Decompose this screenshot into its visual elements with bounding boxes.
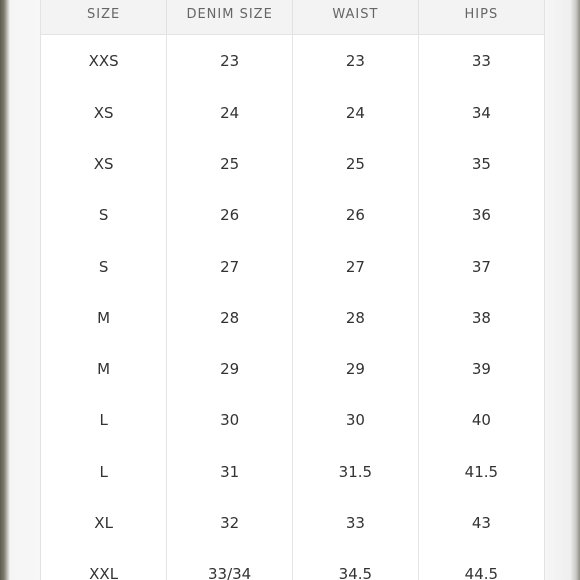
table-row (41, 446, 544, 497)
cell-denim-size: 23 (167, 35, 293, 88)
table-row (41, 497, 544, 548)
size-chart-container (40, 0, 545, 580)
header-size: SIZE (41, 0, 167, 35)
table-row (41, 138, 544, 189)
table-row (41, 190, 544, 241)
cell-hips: 36 (471, 206, 491, 225)
cell-hips: 41.5 (464, 462, 499, 481)
header-waist: WAIST (293, 0, 419, 35)
cell-size: S (41, 190, 167, 241)
cell-denim-size: 28 (167, 292, 293, 343)
cell-denim-size: 24 (167, 87, 293, 138)
cell-denim-size: 29 (167, 343, 293, 394)
cell-hips: 34 (471, 103, 491, 122)
cell-size: XS (41, 138, 167, 189)
cell-waist: 29 (293, 343, 419, 394)
cell-hips: 33 (471, 52, 491, 70)
size-chart-table (41, 0, 544, 580)
cell-size: S (41, 241, 167, 292)
cell-waist: 31.5 (293, 446, 419, 497)
cell-waist: 28 (293, 292, 419, 343)
cell-hips: 37 (471, 257, 491, 276)
cell-waist: 27 (293, 241, 419, 292)
size-chart-body (41, 35, 544, 580)
cell-denim-size: 25 (167, 138, 293, 189)
header-hips: HIPS (418, 0, 544, 35)
table-row (41, 292, 544, 343)
table-row (41, 343, 544, 394)
cell-size: XXS (41, 35, 167, 88)
size-chart-header (41, 0, 544, 35)
cell-denim-size: 31 (167, 446, 293, 497)
cell-hips: 39 (471, 360, 491, 379)
cell-size: XXL (41, 549, 167, 580)
cell-size: L (41, 395, 167, 446)
cell-hips: 44.5 (464, 565, 499, 580)
cell-waist: 23 (293, 35, 419, 88)
table-row (41, 241, 544, 292)
cell-waist: 24 (293, 87, 419, 138)
table-row (41, 35, 544, 88)
cell-denim-size: 30 (167, 395, 293, 446)
cell-size: XS (41, 87, 167, 138)
cell-size: L (41, 446, 167, 497)
cell-hips: 38 (471, 308, 491, 327)
cell-denim-size: 27 (167, 241, 293, 292)
cell-size: M (41, 292, 167, 343)
header-denim-size: DENIM SIZE (167, 0, 293, 35)
cell-hips: 40 (471, 411, 491, 430)
header-row (41, 0, 544, 35)
cell-denim-size: 33/34 (167, 549, 293, 580)
cell-size: M (41, 343, 167, 394)
cell-size: XL (41, 497, 167, 548)
cell-waist: 25 (293, 138, 419, 189)
cell-waist: 26 (293, 190, 419, 241)
cell-hips: 43 (471, 514, 491, 533)
cell-waist: 34.5 (293, 549, 419, 580)
cell-hips: 35 (471, 154, 491, 173)
cell-denim-size: 32 (167, 497, 293, 548)
cell-waist: 30 (293, 395, 419, 446)
cell-waist: 33 (293, 497, 419, 548)
table-row (41, 395, 544, 446)
cell-denim-size: 26 (167, 190, 293, 241)
table-row (41, 549, 544, 580)
table-row (41, 87, 544, 138)
